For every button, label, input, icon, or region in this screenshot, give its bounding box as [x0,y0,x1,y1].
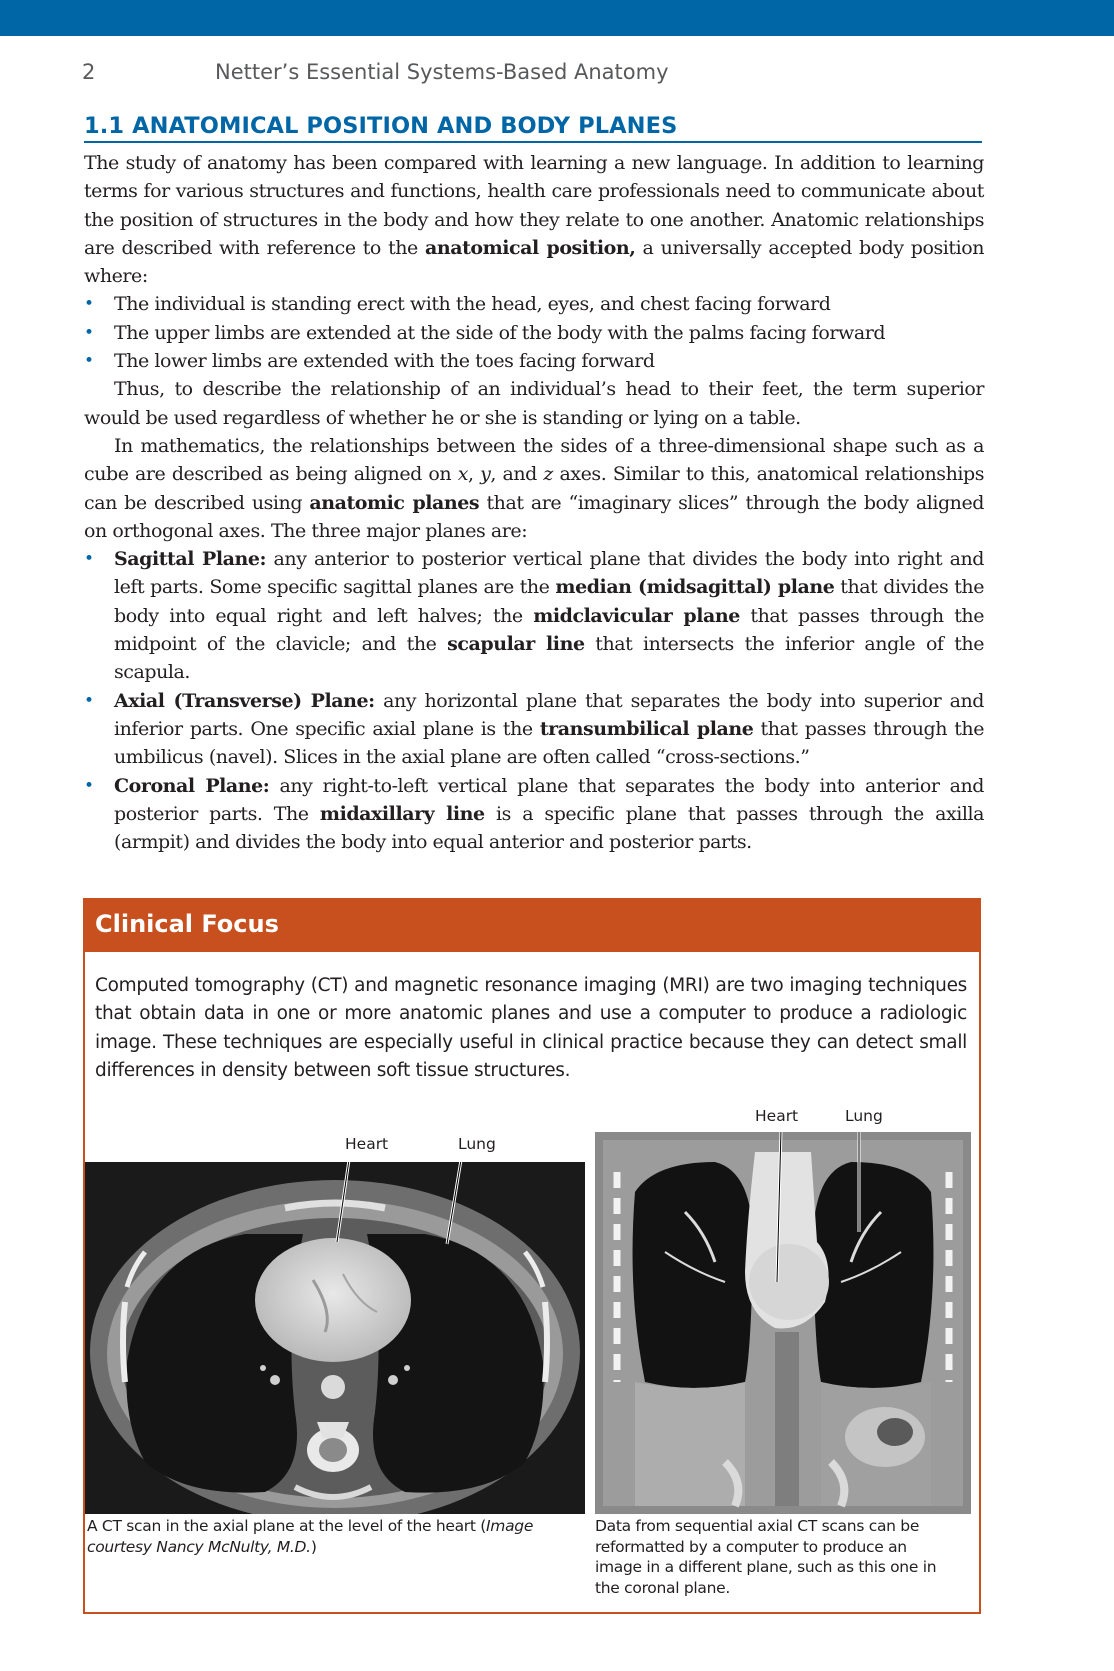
list-item: • The lower limbs are extended with the toes facing forward [84,347,984,375]
plane-term: Sagittal Plane: [114,548,267,571]
axis-z: z [543,463,553,486]
plane-text: any anterior to posterior vertical plane that divides the body into right and left parts. Some specific sagittal planes are the [114,548,985,599]
top-color-bar [0,0,1114,36]
page-number: 2 [82,60,96,84]
planes-bullet-list [84,545,984,856]
plane-text: any right-to-left vertical plane that separates the body into anterior and posterior parts. The [114,774,984,825]
lung-label: Lung [845,1107,883,1125]
caption-text: ) [310,1537,317,1556]
plane-text: that passes through the midpoint of the clavicle; and the [114,604,984,656]
axial-ct-caption [87,1516,557,1557]
plane-text: that divides the body into equal right and left halves; the [114,576,984,627]
separator: , [467,463,481,486]
coronal-plane-item [84,772,984,857]
separator: , and [490,463,544,486]
plane-text: that passes through the umbilicus (navel). Slices in the axial plane are often called “cross-sections.” [114,717,985,769]
clinical-focus-box [83,898,981,1614]
intro-text-2: a universally accepted body position where: [84,236,984,288]
book-title: Netter’s Essential Systems-Based Anatomy [215,60,669,84]
body-text [84,149,984,856]
heart-label: Heart [755,1107,799,1125]
math-text-2: axes. Similar to this, anatomical relationships can be described using [84,463,984,514]
coronal-ct-image [595,1132,971,1514]
coronal-ct-caption: Data from sequential axial CT scans can be reformatted by a computer to produce an image in a different plane, such as this one in the coronal plane. [595,1517,937,1597]
axial-ct-image [85,1162,585,1514]
thus-paragraph: Thus, to describe the relationship of an individual’s head to their feet, the term superior would be used regardless of whether he or she is standing or lying on a table. [84,378,984,429]
math-text-3: that are “imaginary slices” through the body aligned on orthogonal axes. The three major planes are: [84,491,984,542]
section-heading: 1.1 ANATOMICAL POSITION AND BODY PLANES [84,111,982,143]
plane-text: that intersects the inferior angle of the scapula. [114,633,984,684]
plane-bold: midclavicular plane [533,604,740,627]
plane-bold: transumbilical plane [539,717,754,740]
intro-bold-term: anatomical position, [424,236,636,259]
axis-x: x [457,463,468,486]
plane-bold: median (midsagittal) plane [555,576,835,599]
axial-ct-figure [85,1130,585,1556]
caption-credit: Image courtesy Nancy McNulty, M.D. [87,1517,534,1556]
list-item: • The upper limbs are extended at the side of the body with the palms facing forward [84,319,984,347]
list-item: • The individual is standing erect with the head, eyes, and chest facing forward [84,290,984,318]
coronal-ct-figure [595,1102,971,1597]
plane-text: any horizontal plane that separates the body into superior and inferior parts. One specific axial plane is the [114,689,984,740]
caption-text: A CT scan in the axial plane at the level of the heart ( [87,1517,487,1535]
math-text-1: In mathematics, the relationships between the sides of a three-dimensional shape such as a cube are described as being aligned on [84,434,984,486]
math-bold-term: anatomic planes [309,491,480,514]
intro-paragraph [84,149,984,290]
plane-bold: midaxillary line [319,802,485,825]
lung-label: Lung [458,1135,496,1153]
intro-text-1: The study of anatomy has been compared with learning a new language. In addition to learning terms for various structures and functions, health care professionals need to communicate about the position of structures in the body and how they relate to one another. Anatomic relationships are described with reference to the [84,152,984,259]
plane-text: is a specific plane that passes through the axilla (armpit) and divides the body into equal anterior and posterior parts. [114,802,985,854]
clinical-focus-title: Clinical Focus [95,910,279,938]
running-header [0,58,1114,90]
math-paragraph [84,432,984,545]
position-bullet-list [84,290,984,375]
clinical-focus-text: Computed tomography (CT) and magnetic resonance imaging (MRI) are two imaging techniques that obtain data in one or more anatomic planes and use a computer to produce a radiologic image. These techniques are especially useful in clinical practice because they can detect small differences in density between soft tissue structures. [95,975,967,1081]
plane-term: Axial (Transverse) Plane: [114,689,375,712]
clinical-focus-header [85,900,979,952]
heart-label: Heart [345,1135,389,1153]
axis-y: y [480,463,491,486]
sagittal-plane-item [84,545,984,686]
plane-term: Coronal Plane: [114,774,270,797]
axial-plane-item [84,687,984,772]
plane-bold: scapular line [447,633,585,656]
